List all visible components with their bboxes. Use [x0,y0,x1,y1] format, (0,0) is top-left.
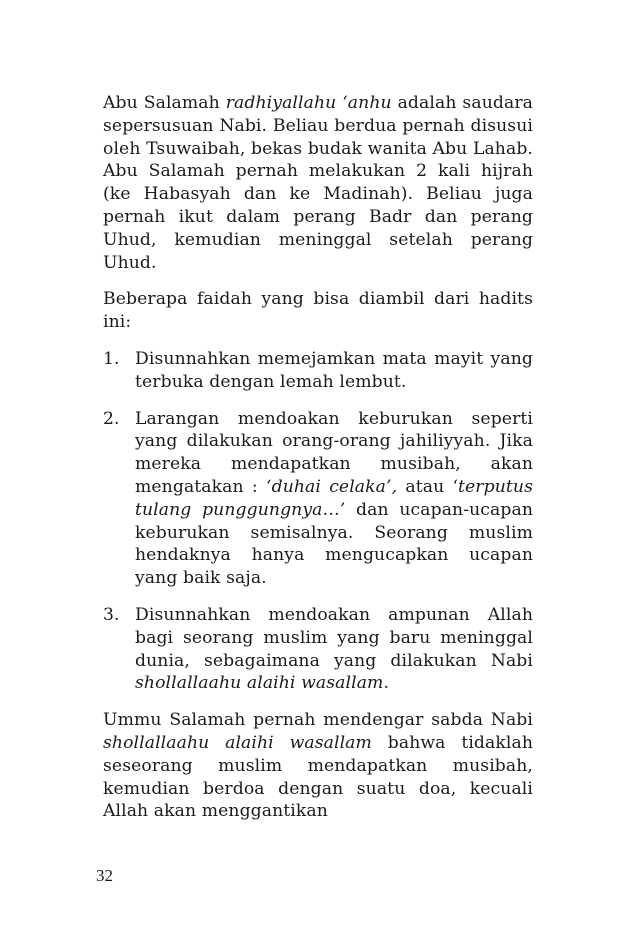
italic-text: ‘duhai celaka’, [266,476,398,497]
page-body [103,92,533,837]
list-item [103,604,533,695]
page-number: 32 [96,866,113,885]
italic-text: radhiyallahu ‘anhu [225,93,392,113]
paragraph-ummu-salamah [103,709,533,823]
text-segment: Larangan mendoakan keburukan seperti yang dilakukan orang-orang jahiliyyah. Jika mereka mendapatkan musibah, akan mengatakan : [135,408,533,497]
text-segment: Ummu Salamah pernah mendengar sabda Nabi [103,710,533,731]
text-segment: atau ‘ [397,476,459,497]
text-segment: Abu Salamah [103,93,226,113]
text-segment: Disunnahkan memejamkan mata mayit yang terbuka dengan lemah lembut. [135,348,533,392]
text-segment: adalah saudara sepersusuan Nabi. Beliau berdua pernah disusui oleh Tsuwaibah, bekas budak wanita Abu Lahab. Abu Salamah pernah melakukan 2 kali hijrah (ke Habasyah dan ke Madinah). Beliau juga pernah ikut dalam perang Badr dan perang Uhud, kemudian meninggal setelah perang Uhud. [103,93,533,273]
text-segment: Beberapa faidah yang bisa diambil dari hadits ini: [103,289,533,333]
list-item [103,348,533,394]
faidah-list [103,348,533,695]
paragraph-faidah-intro [103,288,533,334]
list-item-number: 1. [103,348,120,369]
text-segment: Disunnahkan mendoakan ampunan Allah bagi seorang muslim yang baru meninggal dunia, sebagaimana yang dilakukan Nabi [135,604,533,671]
list-item-number: 2. [103,408,120,429]
list-item-text [135,605,533,693]
list-item-text [135,349,533,392]
paragraph-abu-salamah [103,92,533,274]
italic-text: shollallaahu alaihi wasallam [135,673,384,694]
text-segment: . [383,673,390,694]
text-segment: dan ucapan-ucapan keburukan semisalnya. Seorang muslim hendaknya hanya mengucapkan ucapan yang baik saja. [135,499,533,589]
italic-text: terputus tulang punggungnya…’ [135,476,533,520]
list-item [103,408,533,590]
list-item-number: 3. [103,604,120,625]
list-item-text [135,409,533,589]
italic-text: shollallaahu alaihi wasallam [103,732,372,753]
text-segment: bahwa tidaklah seseorang muslim mendapatkan musibah, kemudian berdoa dengan suatu doa, kecuali Allah akan menggantikan [103,732,534,822]
